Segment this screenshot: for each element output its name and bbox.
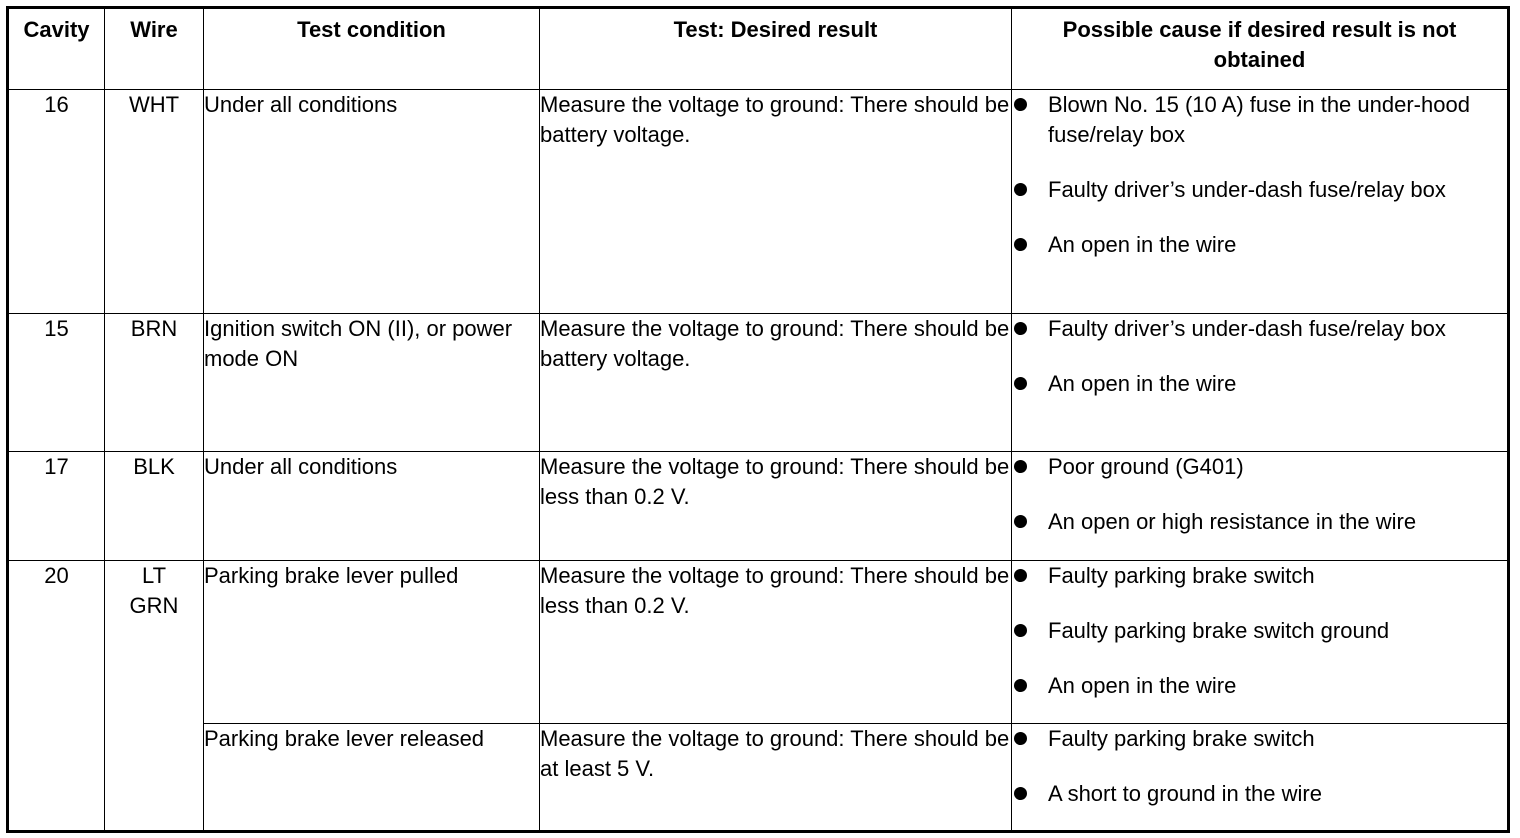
bullet-icon xyxy=(1014,624,1027,637)
bullet-icon xyxy=(1014,787,1027,800)
cause-text: Faulty driver’s under-dash fuse/relay box xyxy=(1048,177,1446,202)
table-row xyxy=(8,561,1509,724)
cause-text: Blown No. 15 (10 A) fuse in the under-hood fuse/relay box xyxy=(1048,92,1470,147)
result-cell: Measure the voltage to ground: There should be less than 0.2 V. xyxy=(540,452,1012,561)
header-wire: Wire xyxy=(105,8,204,90)
cause-list xyxy=(1012,90,1507,260)
cause-item xyxy=(1012,724,1507,754)
cause-text: Poor ground (G401) xyxy=(1048,454,1244,479)
bullet-icon xyxy=(1014,238,1027,251)
cause-text: An open in the wire xyxy=(1048,232,1237,257)
wire-cell: BRN xyxy=(105,314,204,452)
cause-item xyxy=(1012,616,1507,646)
header-desired-result: Test: Desired result xyxy=(540,8,1012,90)
condition-cell: Parking brake lever released xyxy=(204,724,540,832)
causes-cell xyxy=(1012,90,1509,314)
cause-text: A short to ground in the wire xyxy=(1048,781,1322,806)
bullet-icon xyxy=(1014,460,1027,473)
cause-list xyxy=(1012,724,1507,809)
causes-cell xyxy=(1012,724,1509,832)
wire-cell: BLK xyxy=(105,452,204,561)
cause-item xyxy=(1012,314,1507,344)
wire-cell: WHT xyxy=(105,90,204,314)
causes-cell xyxy=(1012,314,1509,452)
cause-text: An open in the wire xyxy=(1048,673,1237,698)
cause-list xyxy=(1012,314,1507,399)
bullet-icon xyxy=(1014,98,1027,111)
bullet-icon xyxy=(1014,377,1027,390)
cause-list xyxy=(1012,561,1507,701)
condition-cell: Under all conditions xyxy=(204,452,540,561)
causes-cell xyxy=(1012,561,1509,724)
diagnostic-table xyxy=(6,6,1510,833)
cause-text: Faulty driver’s under-dash fuse/relay box xyxy=(1048,316,1446,341)
wire-line: LT xyxy=(141,563,167,588)
cause-item xyxy=(1012,671,1507,701)
header-cavity: Cavity xyxy=(8,8,105,90)
bullet-icon xyxy=(1014,515,1027,528)
result-cell: Measure the voltage to ground: There should be battery voltage. xyxy=(540,314,1012,452)
cause-item xyxy=(1012,369,1507,399)
cause-text: Faulty parking brake switch ground xyxy=(1048,618,1390,643)
table-row xyxy=(8,90,1509,314)
condition-cell: Ignition switch ON (II), or power mode ON xyxy=(204,314,540,452)
condition-cell: Parking brake lever pulled xyxy=(204,561,540,724)
result-cell: Measure the voltage to ground: There should be battery voltage. xyxy=(540,90,1012,314)
cause-item xyxy=(1012,230,1507,260)
cause-text: An open in the wire xyxy=(1048,371,1237,396)
cause-item xyxy=(1012,175,1507,205)
cause-item xyxy=(1012,507,1507,537)
cause-item xyxy=(1012,779,1507,809)
table-row xyxy=(8,452,1509,561)
cause-list xyxy=(1012,452,1507,537)
header-possible-cause: Possible cause if desired result is not obtained xyxy=(1012,8,1509,90)
result-cell: Measure the voltage to ground: There should be at least 5 V. xyxy=(540,724,1012,832)
cause-item xyxy=(1012,452,1507,482)
cavity-cell: 17 xyxy=(8,452,105,561)
cause-text: An open or high resistance in the wire xyxy=(1048,509,1417,534)
bullet-icon xyxy=(1014,322,1027,335)
cavity-cell: 16 xyxy=(8,90,105,314)
table-row xyxy=(8,314,1509,452)
header-test-condition: Test condition xyxy=(204,8,540,90)
bullet-icon xyxy=(1014,679,1027,692)
cause-item xyxy=(1012,561,1507,591)
wire-line: GRN xyxy=(129,593,179,618)
cavity-cell: 15 xyxy=(8,314,105,452)
bullet-icon xyxy=(1014,732,1027,745)
condition-cell: Under all conditions xyxy=(204,90,540,314)
header-row xyxy=(8,8,1509,90)
wire-cell xyxy=(105,561,204,832)
causes-cell xyxy=(1012,452,1509,561)
cause-text: Faulty parking brake switch xyxy=(1048,726,1315,751)
cause-item xyxy=(1012,90,1507,150)
result-cell: Measure the voltage to ground: There should be less than 0.2 V. xyxy=(540,561,1012,724)
bullet-icon xyxy=(1014,569,1027,582)
cause-text: Faulty parking brake switch xyxy=(1048,563,1315,588)
bullet-icon xyxy=(1014,183,1027,196)
cavity-cell: 20 xyxy=(8,561,105,832)
table-row xyxy=(8,724,1509,832)
